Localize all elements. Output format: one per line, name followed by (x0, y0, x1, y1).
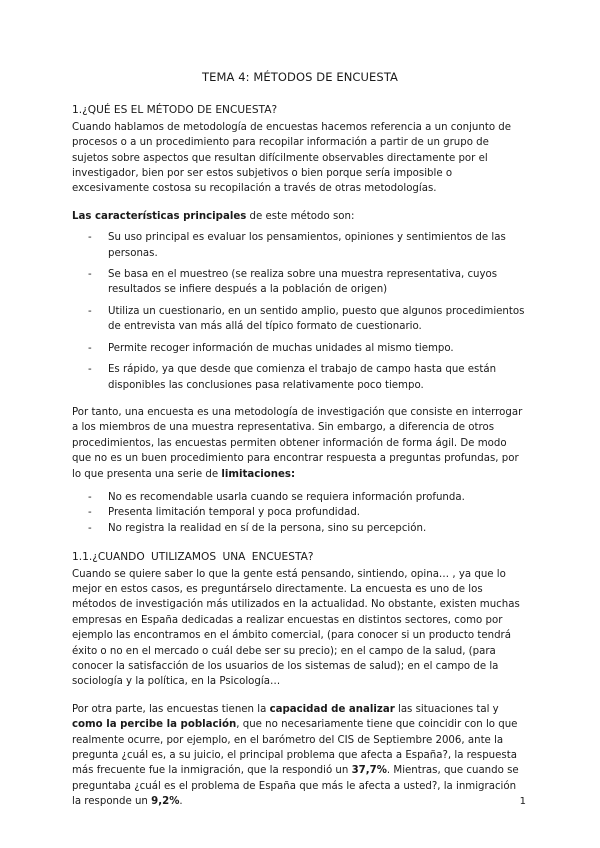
list-item: - Utiliza un cuestionario, en un sentido amplio, puesto que algunos procedimientos de entrevista van más allá del típico formato de cuestionario. (72, 304, 528, 335)
characteristics-bold: Las características principales (72, 210, 247, 222)
limitations-list (72, 490, 528, 536)
document-page (72, 70, 528, 810)
list-item: - Presenta limitación temporal y poca profundidad. (72, 505, 528, 520)
text-run: . Mientras, que cuando se preguntaba ¿cuál es el problema de España que más le afecta a usted?, la inmigración la responde un (72, 765, 519, 808)
text-run: Por otra parte, las encuestas tienen la (72, 703, 270, 715)
characteristics-list (72, 230, 528, 393)
list-item: - Su uso principal es evaluar los pensamientos, opiniones y sentimientos de las personas. (72, 230, 528, 261)
bold-capacity: capacidad de analizar (269, 703, 395, 715)
page-number: 1 (519, 796, 526, 807)
section-heading-1-1: 1.1.¿CUANDO UTILIZAMOS UNA ENCUESTA? (72, 551, 314, 564)
document-title: TEMA 4: MÉTODOS DE ENCUESTA (201, 70, 399, 84)
characteristics-rest: de este método son: (246, 210, 355, 222)
bold-perception: como la percibe la población (72, 719, 237, 731)
when-paragraph: Cuando se quiere saber lo que la gente está pensando, sintiendo, opina… , ya que lo mejor en estos casos, es preguntárselo directamente. La encuesta es uno de los métodos de investigación más utilizados en la actualidad. No obstante, existen muchas empresas en España dedicadas a realizar encuestas en distintos sectores, como por ejemplo las encontramos en el ámbito comercial, (para conocer si un producto tendrá éxito o no en el mercado o cuál debe ser su precio); en el campo de la salud, (para conocer la satisfacción de los usuarios de los sistemas de salud); en el campo de la sociología y la política, en la Psicología… (72, 568, 520, 688)
text-run: las situaciones tal y (394, 703, 499, 715)
summary-text: Por tanto, una encuesta es una metodología de investigación que consiste en interrogar a los miembros de una muestra representativa. Sin embargo, a diferencia de otros procedimientos, las encuestas permiten obtener información de forma ágil. De modo que no es un buen procedimiento para encontrar respuesta a preguntas profundas, por lo que presenta una serie de (72, 406, 523, 480)
text-run: , que no necesariamente tiene que coincidir con lo que realmente ocurre, por ejemplo, en el barómetro del CIS de Septiembre 2006, ante la pregunta ¿cuál es, a su juicio, el principal problema que afecta a España?, la respuesta más frecuente fue la inmigración, que la respondió un (72, 719, 518, 777)
text-run: . (179, 796, 183, 808)
summary-paragraph (72, 405, 528, 482)
analysis-paragraph (72, 702, 528, 810)
section-heading-1: 1.¿QUÉ ES EL MÉTODO DE ENCUESTA? (72, 104, 278, 117)
characteristics-lead (72, 209, 528, 224)
list-item: - No es recomendable usarla cuando se requiera información profunda. (72, 490, 528, 505)
list-item: - Permite recoger información de muchas unidades al mismo tiempo. (72, 341, 528, 356)
list-item: - Es rápido, ya que desde que comienza el trabajo de campo hasta que están disponibles las conclusiones pasa relativamente poco tiempo. (72, 362, 528, 393)
intro-paragraph: Cuando hablamos de metodología de encuestas hacemos referencia a un conjunto de procesos o a un procedimiento para recopilar información a partir de un grupo de sujetos sobre aspectos que resultan difícilmente observables directamente por el investigador, bien por ser estos subjetivos o bien porque sería imposible o excesivamente costosa su recopilación a través de otras metodologías. (72, 121, 512, 195)
bold-percent-2: 9,2% (151, 796, 180, 808)
list-item: - No registra la realidad en sí de la persona, sino su percepción. (72, 521, 528, 536)
bold-percent-1: 37,7% (351, 765, 387, 777)
list-item: - Se basa en el muestreo (se realiza sobre una muestra representativa, cuyos resultados se infiere después a la población de origen) (72, 267, 528, 298)
limitations-bold: limitaciones: (221, 468, 296, 480)
